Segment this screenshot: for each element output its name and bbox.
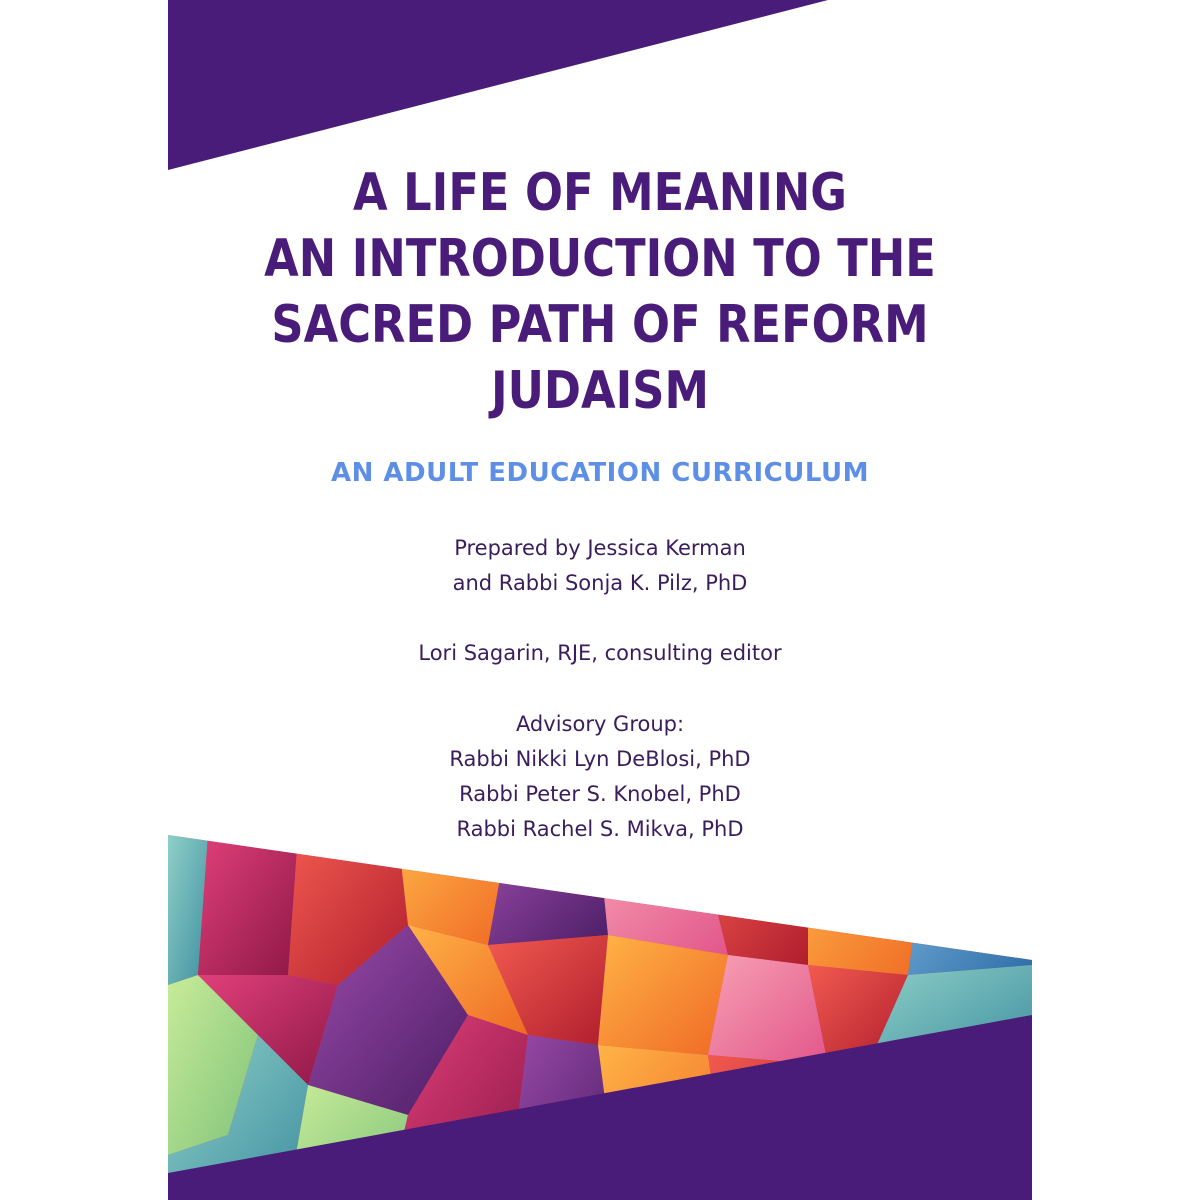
top-purple-triangle (168, 0, 1032, 180)
book-title (228, 160, 971, 424)
authors-credit (168, 531, 1032, 601)
title-line: JUDAISM (490, 361, 710, 421)
advisory-group (168, 707, 1032, 847)
author-line: Prepared by Jessica Kerman (454, 536, 746, 560)
book-subtitle: AN ADULT EDUCATION CURRICULUM (331, 458, 869, 488)
editor-credit: Lori Sagarin, RJE, consulting editor (418, 641, 782, 665)
title-line: A LIFE OF MEANING (353, 163, 847, 223)
advisory-member: Rabbi Peter S. Knobel, PhD (459, 782, 741, 806)
author-line: and Rabbi Sonja K. Pilz, PhD (452, 571, 748, 595)
title-line: AN INTRODUCTION TO THE (264, 229, 936, 289)
advisory-member: Rabbi Nikki Lyn DeBlosi, PhD (449, 747, 751, 771)
advisory-member: Rabbi Rachel S. Mikva, PhD (456, 817, 744, 841)
book-cover (168, 0, 1032, 1200)
title-line: SACRED PATH OF REFORM (271, 295, 929, 355)
advisory-heading: Advisory Group: (515, 712, 685, 736)
fabric-collage-art (168, 835, 1032, 1200)
